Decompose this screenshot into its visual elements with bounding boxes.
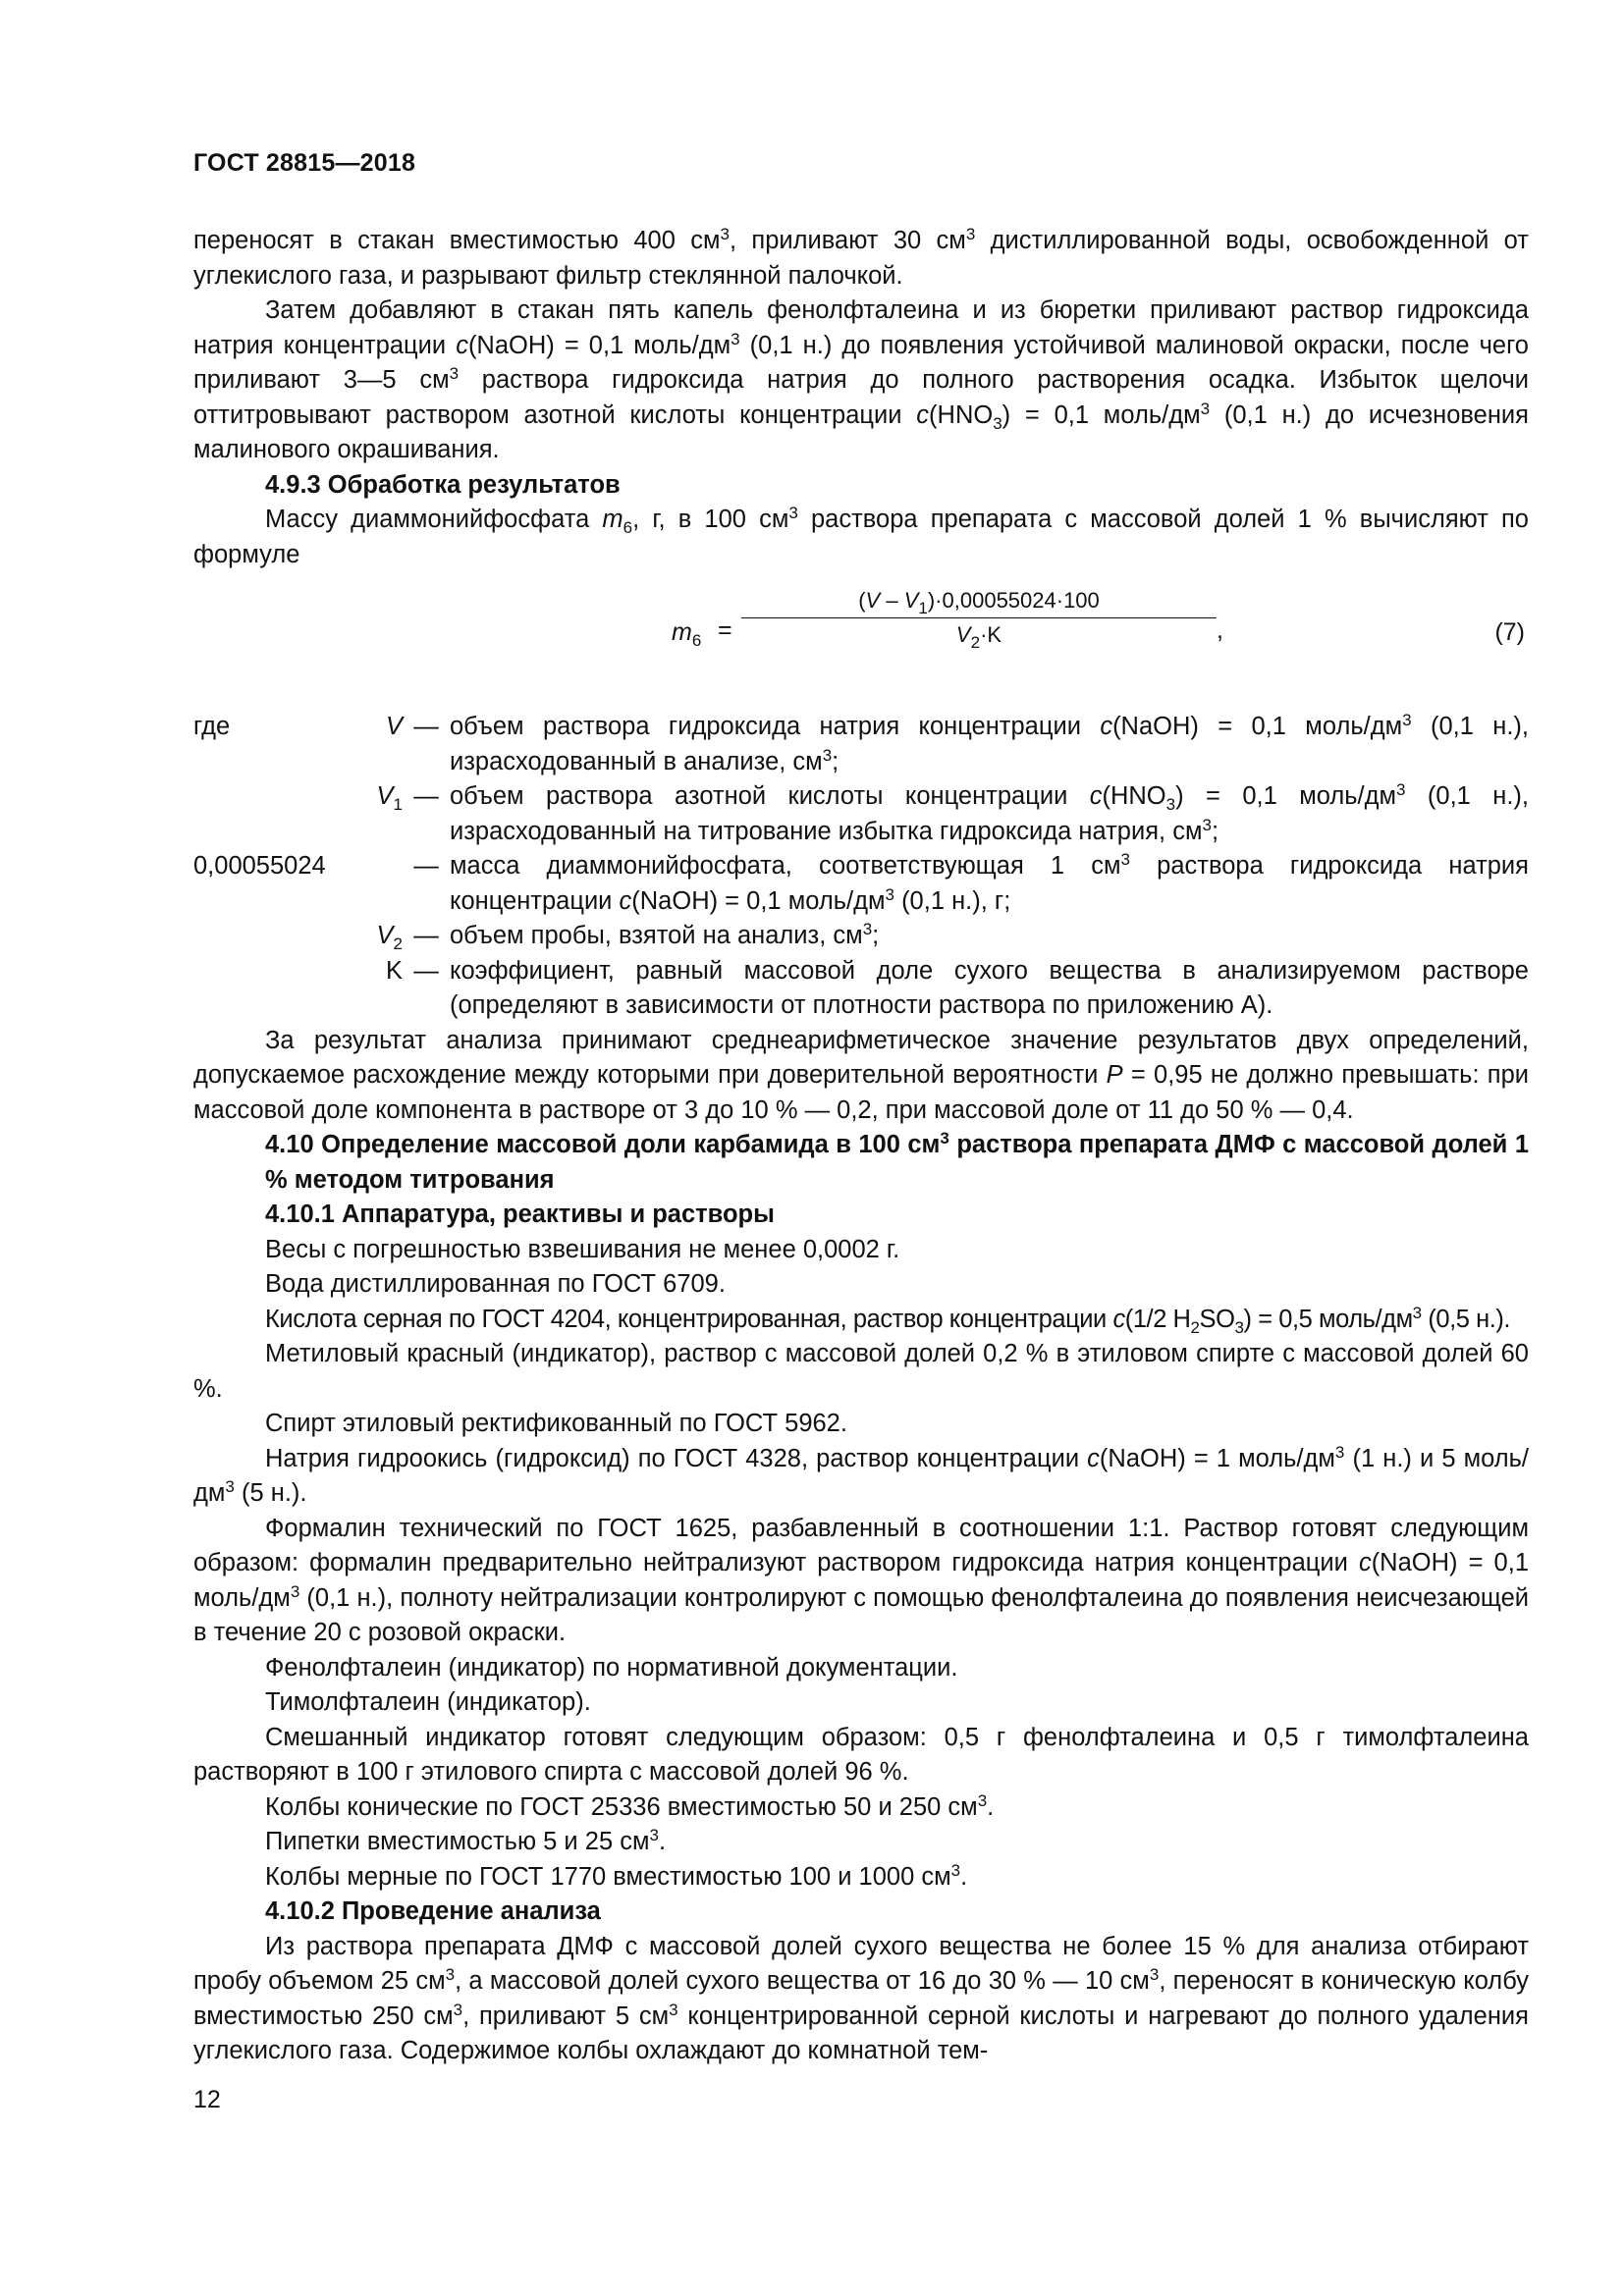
legend-row: $V_2$ — объем пробы, взятой на анализ, $см^3$; [376, 920, 880, 953]
paragraph: Из раствора препарата ДМФ с массовой долей сухого вещества не более 15 % для анализа отбирают пробу объемом 25 $см^3$, а массовой долей сухого вещества от 16 до 30 % — 10 $см^3$, переносят в коническую колбу вместимостью 250 $см^3$, приливают 5 $см^3$ концентрированной серной кислоты и нагревают до полного удаления углекислого газа. Содержимое колбы охлаждают до комнатной тем- [193, 1932, 1529, 2064]
paragraph: Смешанный индикатор готовят следующим образом: 0,5 г фенолфталеина и 0,5 г тимолфталеина растворяют в 100 г этилового спирта с массовой долей 96 %. [193, 1723, 1529, 1786]
paragraph: Формалин технический по ГОСТ 1625, разбавленный в соотношении 1:1. Раствор готовят следующим образом: формалин предварительно нейтрализуют раствором гидроксида натрия концентрации c(NaOH) = 0,1 моль/$дм^3$ (0,1 н.), полноту нейтрализации контролируют с помощью фенолфталеина до появления неисчезающей в течение 20 с розовой окраски. [193, 1514, 1529, 1646]
subsection-heading-4-10-1: 4.10.1 Аппаратура, реактивы и растворы [265, 1201, 775, 1228]
paragraph: Метиловый красный (индикатор), раствор с массовой долей 0,2 % в этиловом спирте с массовой долей 60 %. [193, 1340, 1529, 1403]
subsection-heading-4-10-2: 4.10.2 Проведение анализа [265, 1897, 601, 1925]
paragraph: Фенолфталеин (индикатор) по нормативной документации. [265, 1653, 958, 1682]
paragraph: Кислота серная по ГОСТ 4204, концентрированная, раствор концентрации c(1/2 $H_2SO_3) = 0,5$ моль/$дм^3$ (0,5 н.). [265, 1303, 1511, 1337]
formula-number: (7) [1494, 618, 1525, 646]
page-number: 12 [193, 2086, 221, 2113]
section-heading-4-10: 4.10 Определение массовой доли карбамида в 100 $см^3$ раствора препарата ДМФ с массовой долей 1 % методом титрования [265, 1129, 1530, 1194]
paragraph: Колбы мерные по ГОСТ 1770 вместимостью 100 и 1000 $см^3$. [265, 1860, 968, 1891]
paragraph: За результат анализа принимают среднеарифметическое значение результатов двух определений, допускаемое расхождение между которыми при доверительной вероятности P = 0,95 не должно превышать: при массовой доле компонента в растворе от 3 до 10 % — 0,2, при массовой доле от 11 до 50 % — 0,4. [193, 1026, 1529, 1124]
paragraph: Пипетки вместимостью 5 и 25 $см^3$. [265, 1826, 667, 1855]
formula-legend [193, 710, 1529, 1024]
paragraph: Затем добавляют в стакан пять капель фенолфталеина и из бюретки приливают раствор гидроксида натрия концентрации c(NaOH) = 0,1 моль/$дм^3$ (0,1 н.) до появления устойчивой малиновой окраски, после чего приливают 3—5 $см^3$ раствора гидроксида натрия до полного растворения осадка. Избыток щелочи оттитровывают раствором азотной кислоты концентрации $c(HNO_3) = 0,1$ моль/$дм^3$ (0,1 н.) до исчезновения малинового окрашивания. [193, 296, 1530, 463]
legend-row: K — коэффициент, равный массовой доле сухого вещества в анализируемом растворе (определяют в зависимости от плотности раствора по приложению А). [385, 956, 1529, 1019]
subsection-heading-4-9-3: 4.9.3 Обработка результатов [265, 470, 621, 499]
legend-row: $V_1$ — объем раствора азотной кислоты концентрации $c(HNO_3) = 0,1$ моль/$дм^3$ (0,1 н.), израсходованный на титрование избытка гидроксида натрия, $см^3$; [376, 780, 1529, 845]
formula-equals: = [718, 616, 732, 644]
standard-header: ГОСТ 28815—2018 [193, 149, 416, 177]
paragraph: Спирт этиловый ректификованный по ГОСТ 5962. [265, 1410, 847, 1437]
paragraph: Весы с погрешностью взвешивания не менее 0,0002 г. [265, 1235, 900, 1263]
document-body [193, 224, 1529, 2069]
paragraph: Тимолфталеин (индикатор). [265, 1688, 591, 1716]
paragraph: Натрия гидроокись (гидроксид) по ГОСТ 4328, раствор концентрации c(NaOH) = 1 моль/$дм^3$ (1 н.) и 5 моль/$дм^3$ (5 н.). [193, 1442, 1529, 1507]
formula-denominator: $V_2\cdot K$ [955, 622, 1002, 652]
legend-row: 0,00055024 — масса диаммонийфосфата, соответствующая 1 $см^3$ раствора гидроксида натрия концентрации c(NaOH) = 0,1 моль/$дм^3$ (0,1 н.), г; [193, 850, 1529, 915]
legend-row: где V — объем раствора гидроксида натрия концентрации c(NaOH) = 0,1 моль/$дм^3$ (0,1 н.), израсходованный в анализе, $см^3$; [193, 711, 1529, 775]
paragraph: Колбы конические по ГОСТ 25336 вместимостью 50 и 250 $см^3$. [265, 1790, 995, 1821]
formula-numerator: $(V - V_1)\cdot 0,00055024\cdot 100$ [741, 586, 1217, 618]
paragraph: Массу диаммонийфосфата $m_6$, г, в 100 $см^3$ раствора препарата с массовой долей 1 % вычисляют по формуле [193, 504, 1529, 568]
paragraph: Вода дистиллированная по ГОСТ 6709. [265, 1270, 726, 1298]
formula-lhs: $m_6$ [672, 618, 702, 650]
paragraph: переносят в стакан вместимостью 400 $см^3$, приливают 30 $см^3$ дистиллированной воды, освобожденной от углекислого газа, и разрывают фильтр стеклянной палочкой. [193, 225, 1529, 290]
formula-7: $m_6$ = $\frac{(V - V_1)\cdot 0,00055024\cdot 100}{V_2\cdot K}$ , (7) [672, 588, 1525, 652]
formula-fraction [741, 586, 1217, 650]
